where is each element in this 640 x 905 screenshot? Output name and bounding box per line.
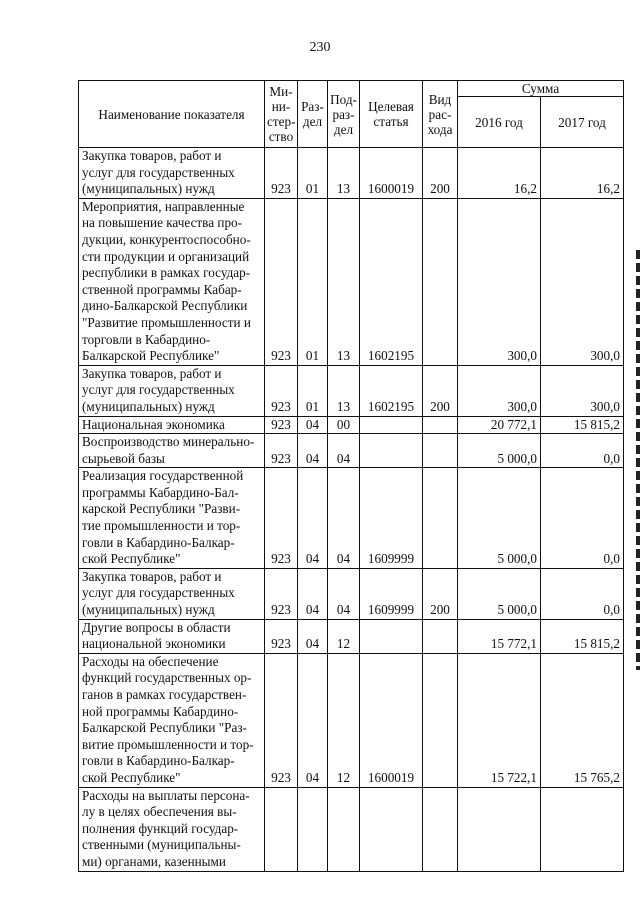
cell-type: 200 <box>423 568 458 619</box>
cell-ministry: 923 <box>265 198 298 365</box>
header-target-article-text: Целевая статья <box>368 99 414 129</box>
cell-subsection: 04 <box>328 568 360 619</box>
cell-article <box>360 787 423 871</box>
cell-ministry: 923 <box>265 619 298 653</box>
cell-article: 1602195 <box>360 365 423 416</box>
header-ministry-text: Ми- ни- стер- ство <box>267 84 296 144</box>
cell-2017: 16,2 <box>541 148 624 199</box>
cell-2016: 20 772,1 <box>458 416 541 434</box>
cell-article: 1600019 <box>360 148 423 199</box>
header-ministry <box>265 81 298 148</box>
cell-ministry: 923 <box>265 148 298 199</box>
cell-name: Расходы на обеспечение функций государственных ор- ганов в рамках государствен- ной программы Кабардино- Балкарской Республики "Раз- витие промышленности и тор- говли в Кабардино-Балкар- ской Республике" <box>79 653 265 787</box>
page-number: 230 <box>309 40 331 55</box>
cell-section: 04 <box>298 653 328 787</box>
cell-article <box>360 416 423 434</box>
header-subsection <box>328 81 360 148</box>
table-row <box>79 653 624 787</box>
table-body <box>79 148 624 872</box>
cell-subsection: 12 <box>328 619 360 653</box>
cell-article: 1602195 <box>360 198 423 365</box>
cell-subsection: 00 <box>328 416 360 434</box>
cell-ministry: 923 <box>265 468 298 569</box>
margin-stamp <box>636 250 640 670</box>
cell-2017: 0,0 <box>541 434 624 468</box>
header-year-2016: 2016 год <box>458 97 541 148</box>
header-subsection-text: Под- раз- дел <box>330 91 357 137</box>
cell-2017: 15 815,2 <box>541 619 624 653</box>
cell-type <box>423 653 458 787</box>
header-expense-type-text: Вид рас- хода <box>427 91 453 137</box>
cell-section: 01 <box>298 365 328 416</box>
cell-name: Закупка товаров, работ и услуг для государственных (муниципальных) нужд <box>79 148 265 199</box>
cell-name: Реализация государственной программы Кабардино-Бал- карской Республики "Разви- тие промышленности и тор- говли в Кабардино-Балкар- ской Республике" <box>79 468 265 569</box>
cell-2017 <box>541 787 624 871</box>
cell-2017: 0,0 <box>541 568 624 619</box>
table-row <box>79 365 624 416</box>
cell-subsection: 04 <box>328 434 360 468</box>
cell-type <box>423 787 458 871</box>
table-row <box>79 568 624 619</box>
cell-ministry <box>265 787 298 871</box>
cell-article <box>360 619 423 653</box>
cell-subsection: 13 <box>328 365 360 416</box>
cell-type <box>423 416 458 434</box>
cell-2016: 5 000,0 <box>458 434 541 468</box>
cell-name: Национальная экономика <box>79 416 265 434</box>
cell-name: Воспроизводство минерально- сырьевой базы <box>79 434 265 468</box>
cell-2017: 15 815,2 <box>541 416 624 434</box>
cell-type <box>423 198 458 365</box>
cell-section: 04 <box>298 434 328 468</box>
cell-2017: 300,0 <box>541 198 624 365</box>
table-row <box>79 198 624 365</box>
cell-section <box>298 787 328 871</box>
cell-2016: 300,0 <box>458 365 541 416</box>
cell-section: 01 <box>298 148 328 199</box>
cell-name: Другие вопросы в области национальной экономики <box>79 619 265 653</box>
cell-ministry: 923 <box>265 416 298 434</box>
table-row <box>79 434 624 468</box>
cell-2016: 16,2 <box>458 148 541 199</box>
cell-2016: 5 000,0 <box>458 468 541 569</box>
cell-2016: 5 000,0 <box>458 568 541 619</box>
cell-ministry: 923 <box>265 434 298 468</box>
cell-2016: 15 722,1 <box>458 653 541 787</box>
cell-2016: 300,0 <box>458 198 541 365</box>
cell-2017: 300,0 <box>541 365 624 416</box>
header-target-article <box>360 81 423 148</box>
table-row <box>79 468 624 569</box>
cell-name: Расходы на выплаты персона- лу в целях обеспечения вы- полнения функций государ- ственными (муниципальны- ми) органами, казенными <box>79 787 265 871</box>
header-sum: Сумма <box>458 81 624 97</box>
cell-section: 04 <box>298 619 328 653</box>
cell-ministry: 923 <box>265 653 298 787</box>
cell-name: Закупка товаров, работ и услуг для государственных (муниципальных) нужд <box>79 365 265 416</box>
cell-type <box>423 434 458 468</box>
cell-section: 04 <box>298 416 328 434</box>
cell-type <box>423 468 458 569</box>
header-expense-type <box>423 81 458 148</box>
cell-article: 1600019 <box>360 653 423 787</box>
cell-subsection: 13 <box>328 148 360 199</box>
budget-table <box>78 80 624 872</box>
header-section-text: Раз- дел <box>301 99 324 129</box>
cell-2017: 0,0 <box>541 468 624 569</box>
cell-2017: 15 765,2 <box>541 653 624 787</box>
cell-section: 01 <box>298 198 328 365</box>
cell-name: Мероприятия, направленные на повышение качества про- дукции, конкурентоспособно- сти продукции и организаций республики в рамках государ- ственной программы Кабар- дино-Балкарской Республики "Развитие промышленности и торговли в Кабардино- Балкарской Республике" <box>79 198 265 365</box>
header-section <box>298 81 328 148</box>
cell-subsection: 13 <box>328 198 360 365</box>
table-row <box>79 148 624 199</box>
table-row <box>79 787 624 871</box>
cell-type: 200 <box>423 365 458 416</box>
cell-article <box>360 434 423 468</box>
cell-subsection: 04 <box>328 468 360 569</box>
cell-name: Закупка товаров, работ и услуг для государственных (муниципальных) нужд <box>79 568 265 619</box>
cell-article: 1609999 <box>360 568 423 619</box>
cell-2016 <box>458 787 541 871</box>
cell-section: 04 <box>298 468 328 569</box>
header-name: Наименование показателя <box>79 81 265 148</box>
table-row <box>79 619 624 653</box>
cell-section: 04 <box>298 568 328 619</box>
cell-subsection <box>328 787 360 871</box>
header-year-2017: 2017 год <box>541 97 624 148</box>
cell-article: 1609999 <box>360 468 423 569</box>
cell-type: 200 <box>423 148 458 199</box>
table-row <box>79 416 624 434</box>
cell-subsection: 12 <box>328 653 360 787</box>
cell-2016: 15 772,1 <box>458 619 541 653</box>
cell-type <box>423 619 458 653</box>
cell-ministry: 923 <box>265 365 298 416</box>
cell-ministry: 923 <box>265 568 298 619</box>
